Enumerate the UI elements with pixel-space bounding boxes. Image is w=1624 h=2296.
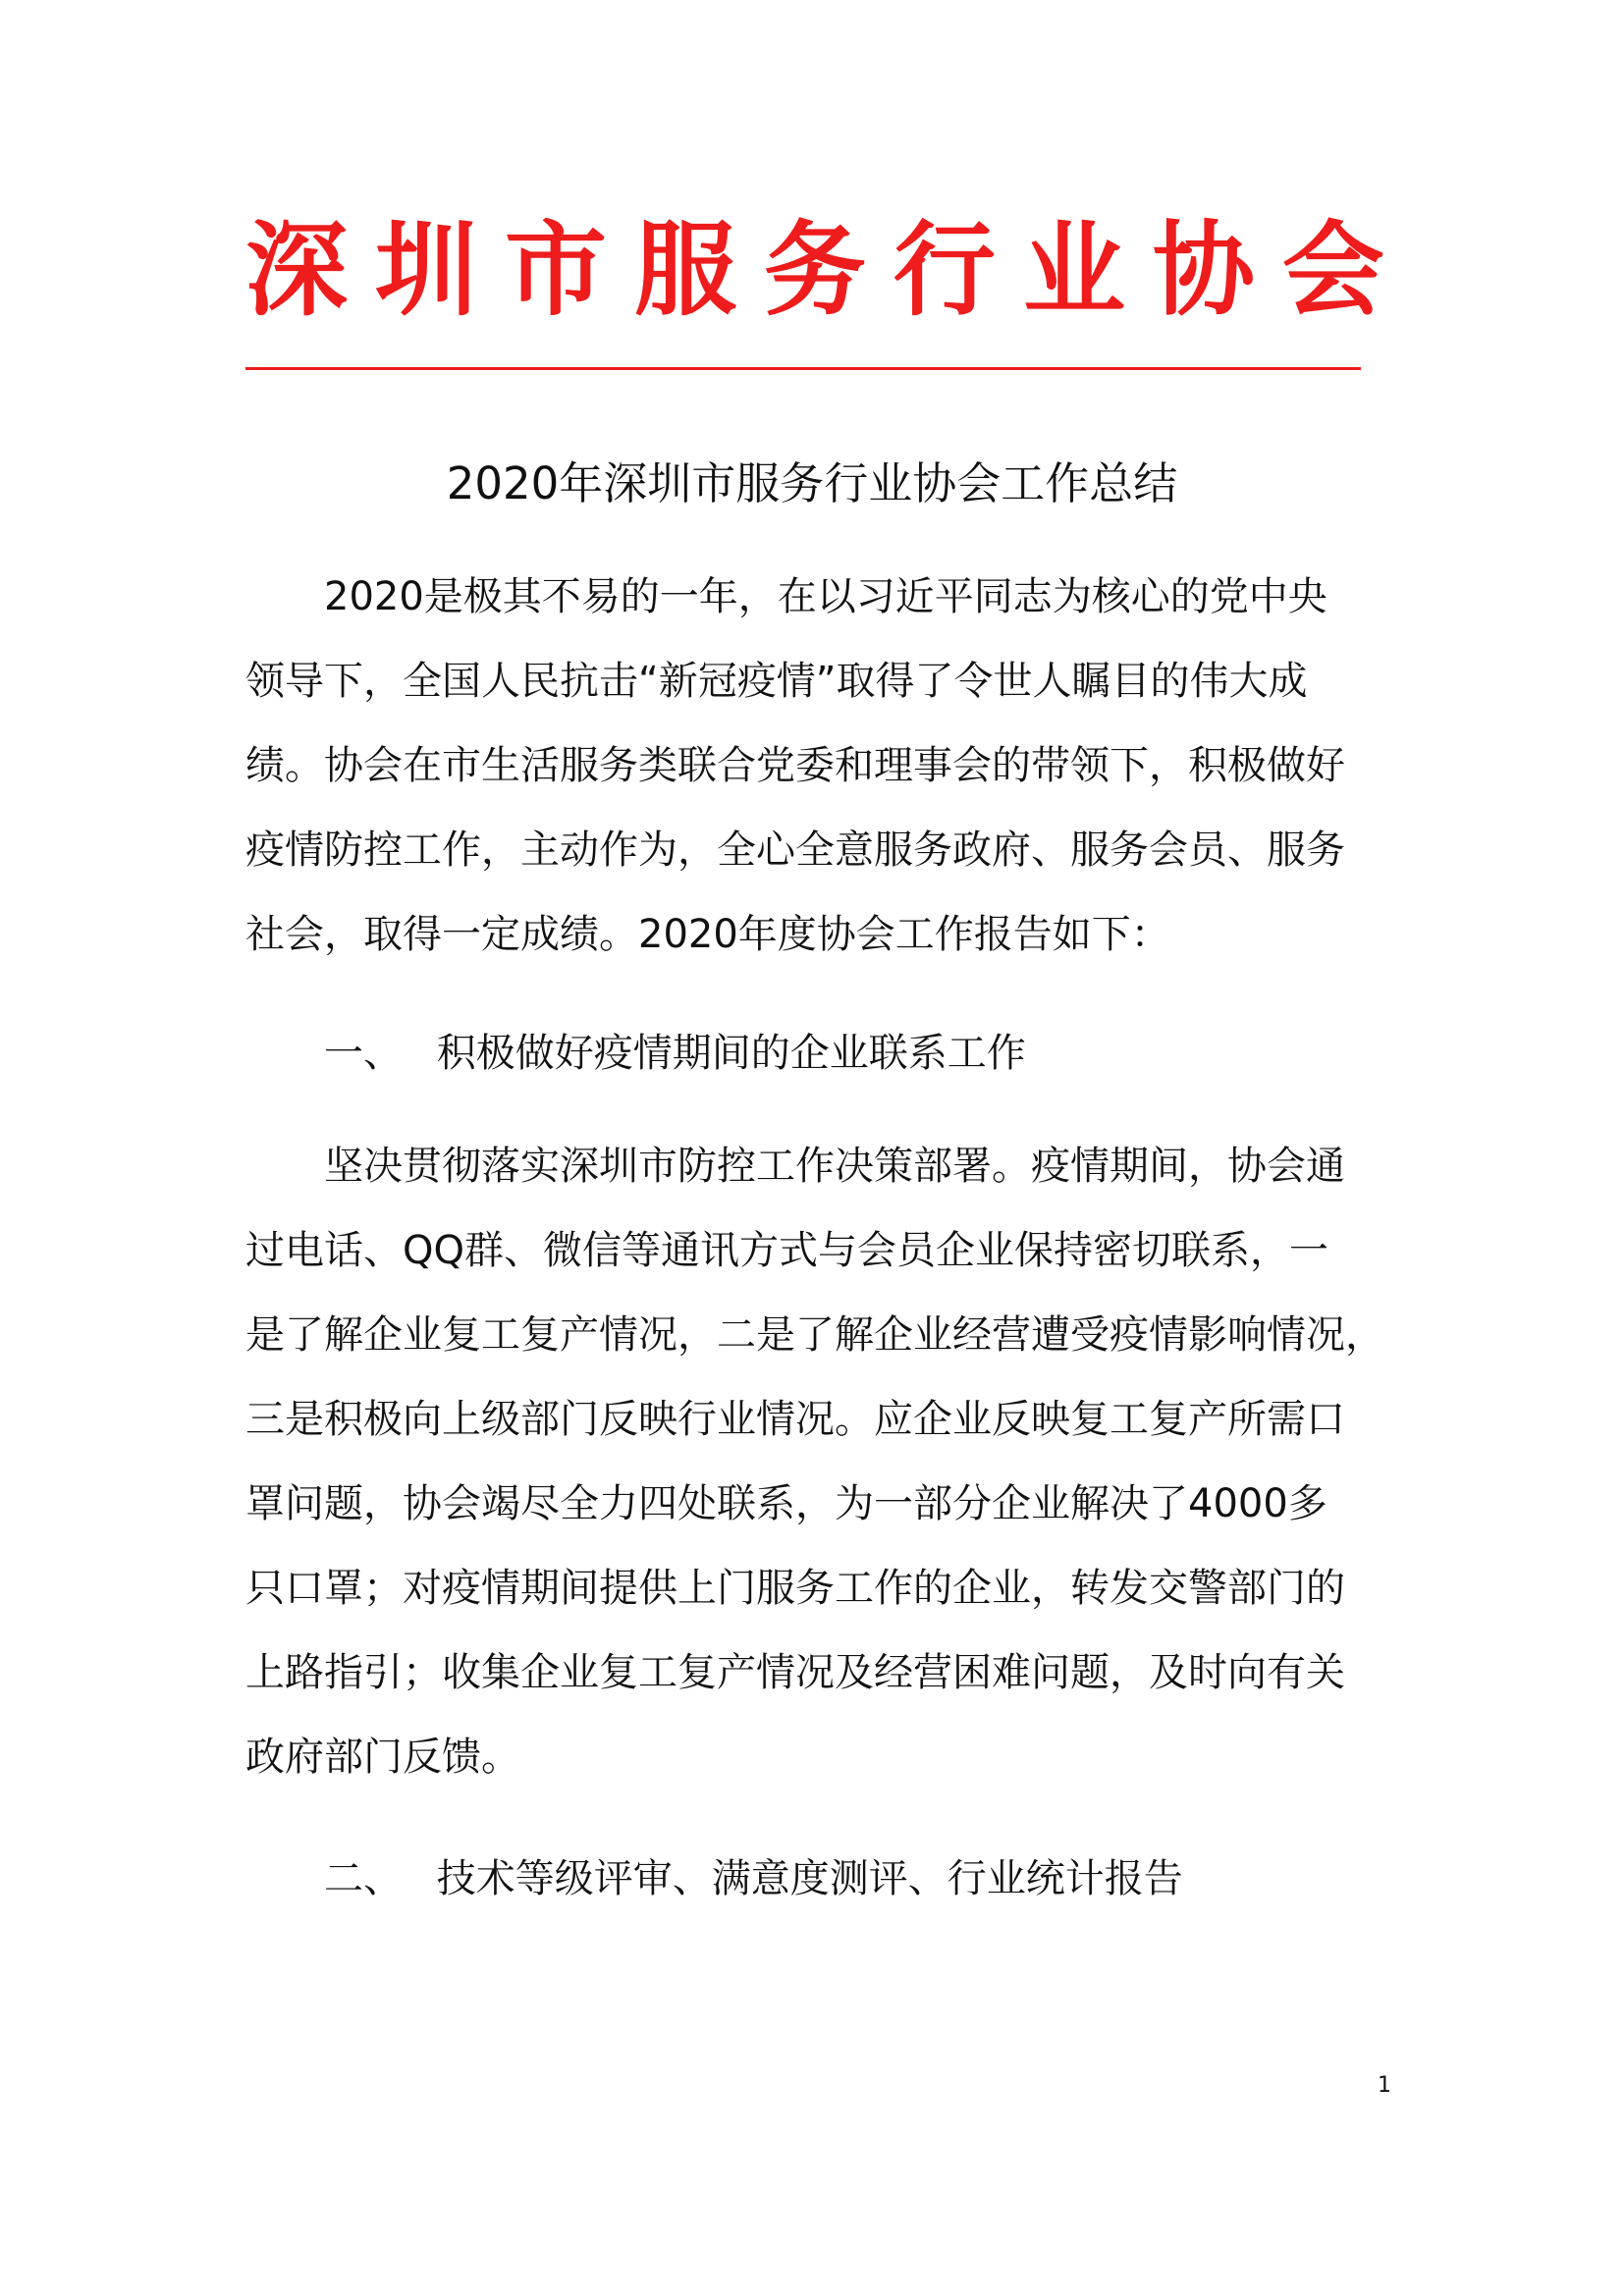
letterhead-char: 行 [893,209,996,330]
letterhead-char: 圳 [374,209,477,330]
paragraph-line: 罩问题，协会竭尽全力四处联系，为一部分企业解决了4000多 [245,1481,1327,1526]
page-number: 1 [1378,2073,1391,2098]
letterhead-char: 务 [763,209,866,330]
section-number: 二、 [324,1856,403,1901]
letterhead-char: 协 [1152,209,1255,330]
section-heading-2 [245,1837,1394,1921]
document-title: 2020年深圳市服务行业协会工作总结 [446,457,1178,509]
letterhead-char: 业 [1022,209,1125,330]
paragraph-line: 坚决贯彻落实深圳市防控工作决策部署。疫情期间，协会通 [324,1144,1345,1189]
letterhead-char: 服 [633,209,736,330]
letterhead-char: 市 [504,209,607,330]
paragraph-line: 上路指引；收集企业复工复产情况及经营困难问题，及时向有关 [245,1650,1345,1695]
letterhead-char: 会 [1281,209,1384,330]
letterhead-divider [245,367,1361,370]
letterhead-org-name [245,196,1384,344]
paragraph-line: 过电话、QQ群、微信等通讯方式与会员企业保持密切联系，一 [245,1228,1328,1273]
section-number: 一、 [324,1031,403,1076]
section-heading-1 [245,1011,1394,1095]
paragraph-line: 绩。协会在市生活服务类联合党委和理事会的带领下，积极做好 [245,743,1345,788]
paragraph-intro [245,555,1394,977]
letterhead-char: 深 [245,209,349,330]
paragraph-line: 2020是极其不易的一年，在以习近平同志为核心的党中央 [324,574,1327,619]
section-title: 积极做好疫情期间的企业联系工作 [436,1031,1026,1076]
paragraph-line: 只口罩；对疫情期间提供上门服务工作的企业，转发交警部门的 [245,1566,1345,1611]
paragraph-section-1 [245,1124,1394,1799]
paragraph-line: 社会，取得一定成绩。2020年度协会工作报告如下： [245,912,1170,957]
section-title: 技术等级评审、满意度测评、行业统计报告 [436,1856,1183,1901]
paragraph-line: 领导下，全国人民抗击“新冠疫情”取得了令世人瞩目的伟大成 [245,659,1308,704]
paragraph-line: 三是积极向上级部门反映行业情况。应企业反映复工复产所需口 [245,1397,1345,1442]
paragraph-line: 疫情防控工作，主动作为，全心全意服务政府、服务会员、服务 [245,828,1345,873]
paragraph-line: 是了解企业复工复产情况，二是了解企业经营遭受疫情影响情况， [245,1312,1384,1358]
paragraph-line: 政府部门反馈。 [245,1735,520,1780]
